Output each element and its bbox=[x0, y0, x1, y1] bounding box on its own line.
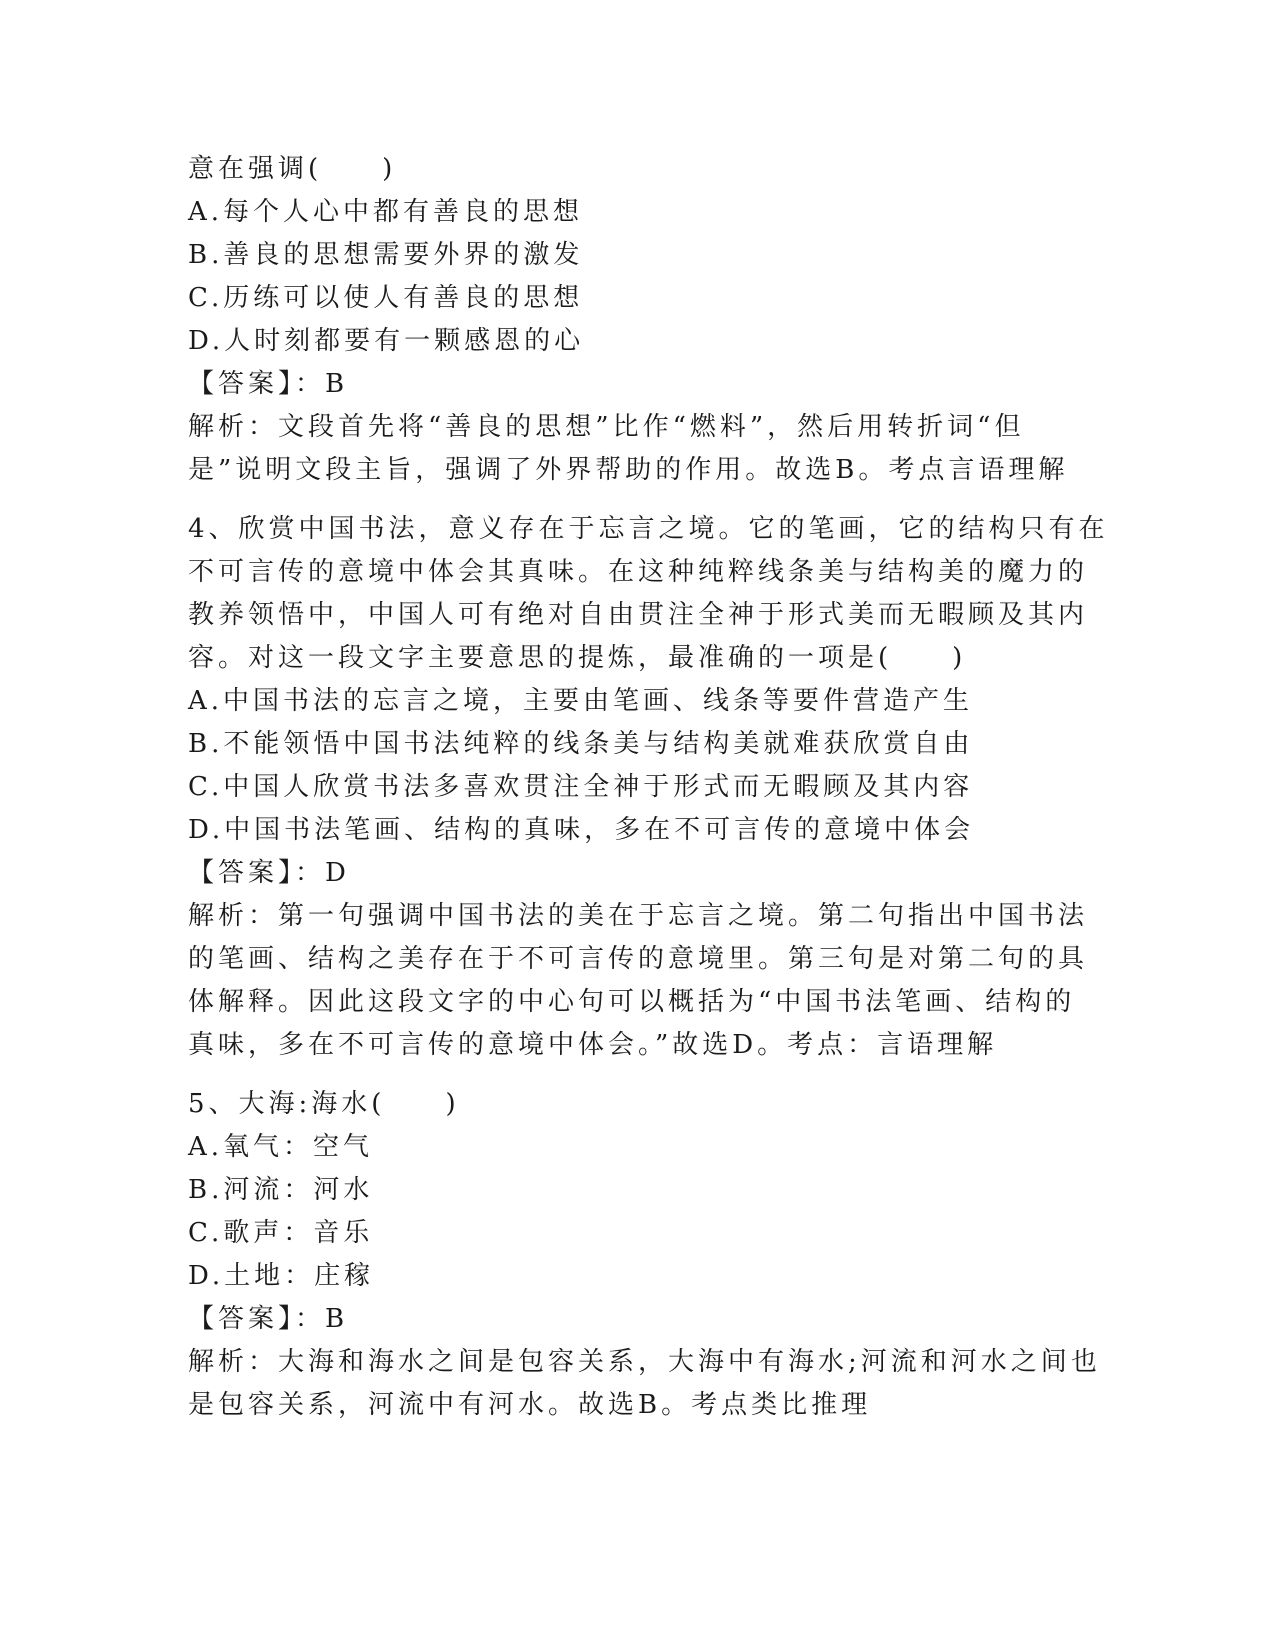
analysis-line: 的笔画、结构之美存在于不可言传的意境里。第三句是对第二句的具 bbox=[188, 944, 1089, 974]
document-page bbox=[188, 148, 1109, 1427]
analysis-line: 解析：第一句强调中国书法的美在于忘言之境。第二句指出中国书法 bbox=[188, 901, 1089, 931]
analysis-line: 解析：大海和海水之间是包容关系，大海中有海水;河流和河水之间也 bbox=[188, 1347, 1101, 1377]
question-stem-line: 不可言传的意境中体会其真味。在这种纯粹线条美与结构美的魔力的 bbox=[188, 557, 1089, 587]
option-a: A.中国书法的忘言之境，主要由笔画、线条等要件营造产生 bbox=[188, 686, 974, 716]
answer-line: 【答案】：B bbox=[188, 1304, 349, 1334]
analysis-line: 真味，多在不可言传的意境中体会。”故选D。考点：言语理解 bbox=[188, 1030, 998, 1060]
option-c: C.中国人欣赏书法多喜欢贯注全神于形式而无暇顾及其内容 bbox=[188, 772, 974, 802]
question-stem-line: 教养领悟中，中国人可有绝对自由贯注全神于形式美而无暇顾及其内 bbox=[188, 600, 1089, 630]
option-d: D.中国书法笔画、结构的真味，多在不可言传的意境中体会 bbox=[188, 815, 975, 845]
option-b: B.善良的思想需要外界的激发 bbox=[188, 240, 584, 270]
question-4 bbox=[188, 508, 1109, 1067]
analysis-line: 是包容关系，河流中有河水。故选B。考点类比推理 bbox=[188, 1390, 872, 1420]
option-d: D.人时刻都要有一颗感恩的心 bbox=[188, 326, 585, 356]
question-stem-line: 5、大海:海水( ) bbox=[188, 1089, 460, 1119]
option-c: C.歌声：音乐 bbox=[188, 1218, 374, 1248]
question-5 bbox=[188, 1083, 1101, 1427]
question-3-continued bbox=[188, 148, 1088, 492]
option-a: A.每个人心中都有善良的思想 bbox=[188, 197, 584, 227]
question-stem-line: 容。对这一段文字主要意思的提炼，最准确的一项是( ) bbox=[188, 643, 967, 673]
answer-line: 【答案】：D bbox=[188, 858, 350, 888]
option-b: B.不能领悟中国书法纯粹的线条美与结构美就难获欣赏自由 bbox=[188, 729, 974, 759]
option-a: A.氧气：空气 bbox=[188, 1132, 374, 1162]
option-c: C.历练可以使人有善良的思想 bbox=[188, 283, 584, 313]
option-b: B.河流：河水 bbox=[188, 1175, 374, 1205]
question-stem-line: 4、欣赏中国书法，意义存在于忘言之境。它的笔画，它的结构只有在 bbox=[188, 514, 1109, 544]
option-d: D.土地：庄稼 bbox=[188, 1261, 375, 1291]
question-stem-line: 意在强调( ) bbox=[188, 154, 397, 184]
analysis-line: 体解释。因此这段文字的中心句可以概括为“中国书法笔画、结构的 bbox=[188, 987, 1076, 1017]
answer-line: 【答案】：B bbox=[188, 369, 349, 399]
analysis-line: 解析：文段首先将“善良的思想”比作“燃料”，然后用转折词“但 bbox=[188, 412, 1025, 442]
analysis-line: 是”说明文段主旨，强调了外界帮助的作用。故选B。考点言语理解 bbox=[188, 455, 1069, 485]
